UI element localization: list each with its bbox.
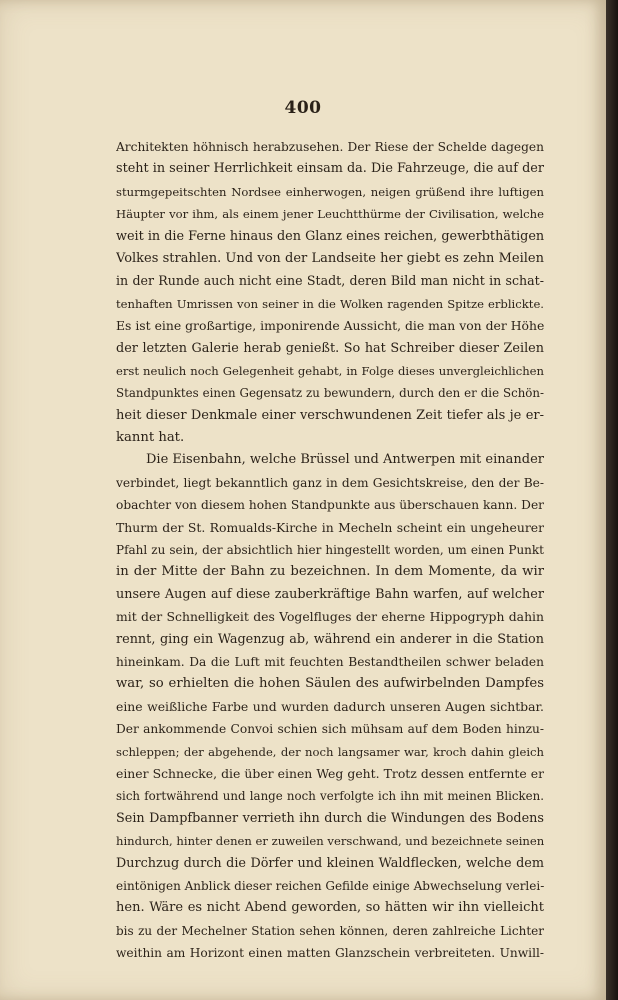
text-line: unsere Augen auf diese zauberkräftige Bahn warfen, auf welcher [116,586,544,602]
text-line: war, so erhielten die hohen Säulen des aufwirbelnden Dampfes [116,676,544,692]
text-line: obachter von diesem hohen Standpunkte aus überschauen kann. Der [116,498,544,513]
text-line: rennt, ging ein Wagenzug ab, während ein anderer in die Station [116,631,544,647]
book-spine [606,0,618,1000]
text-line: Thurm der St. Romualds-Kirche in Mecheln scheint ein ungeheurer [116,519,544,535]
text-line: Volkes strahlen. Und von der Landseite her giebt es zehn Meilen [116,250,544,266]
text-line: in der Runde auch nicht eine Stadt, deren Bild man nicht in schat- [116,273,544,289]
body-text [116,136,544,964]
text-line: einer Schnecke, die über einen Weg geht. Trotz dessen entfernte er [116,765,544,781]
text-line: heit dieser Denkmale einer verschwundenen Zeit tiefer als je er- [116,407,544,423]
text-line: Es ist eine großartige, imponirende Aussicht, die man von der Höhe [116,318,544,334]
text-line: bis zu der Mechelner Station sehen können, deren zahlreiche Lichter [116,923,544,938]
text-line: Der ankommende Convoi schien sich mühsam auf dem Boden hinzu- [116,722,544,737]
text-line: in der Mitte der Bahn zu bezeichnen. In dem Momente, da wir [116,564,544,580]
page-number: 400 [284,98,322,118]
text-line: weithin am Horizont einen matten Glanzschein verbreiteten. Unwill- [116,946,544,961]
text-line: tenhaften Umrissen von seiner in die Wolken ragenden Spitze erblickte. [116,296,544,311]
text-line: eine weißliche Farbe und wurden dadurch unseren Augen sichtbar. [116,698,544,714]
text-line: eintönigen Anblick dieser reichen Gefilde einige Abwechselung verlei- [116,878,544,893]
text-line: Standpunktes einen Gegensatz zu bewundern, durch den er die Schön- [116,386,544,401]
text-line: hen. Wäre es nicht Abend geworden, so hätten wir ihn vielleicht [116,900,544,916]
text-line: weit in die Ferne hinaus den Glanz eines reichen, gewerbthätigen [116,228,544,244]
text-line: sturmgepeitschten Nordsee einherwogen, neigen grüßend ihre luftigen [116,184,544,199]
text-line: kannt hat. [116,430,185,446]
text-line: verbindet, liegt bekanntlich ganz in dem Gesichtskreise, den der Be- [116,475,544,490]
text-line: Durchzug durch die Dörfer und kleinen Waldflecken, welche dem [116,855,544,871]
text-line: Häupter vor ihm, als einem jener Leuchtthürme der Civilisation, welche [116,207,544,222]
text-line: Die Eisenbahn, welche Brüssel und Antwerpen mit einander [146,452,544,468]
text-line: der letzten Galerie herab genießt. So hat Schreiber dieser Zeilen [116,340,544,356]
text-line: erst neulich noch Gelegenheit gehabt, in Folge dieses unvergleichlichen [116,363,544,378]
text-line: hineinkam. Da die Luft mit feuchten Bestandtheilen schwer beladen [116,654,544,669]
text-line: sich fortwährend und lange noch verfolgte ich ihn mit meinen Blicken. [116,789,544,804]
text-line: Sein Dampfbanner verrieth ihn durch die Windungen des Bodens [116,810,544,826]
text-line: schleppen; der abgehende, der noch langsamer war, kroch dahin gleich [116,744,544,759]
text-line: mit der Schnelligkeit des Vogelfluges der eherne Hippogryph dahin [116,609,544,625]
text-line: Architekten höhnisch herabzusehen. Der Riese der Schelde dagegen [116,140,544,154]
text-line: hindurch, hinter denen er zuweilen verschwand, und bezeichnete seinen [116,834,544,849]
text-line: Pfahl zu sein, der absichtlich hier hingestellt worden, um einen Punkt [116,543,544,558]
text-line: steht in seiner Herrlichkeit einsam da. Die Fahrzeuge, die auf der [116,161,544,177]
